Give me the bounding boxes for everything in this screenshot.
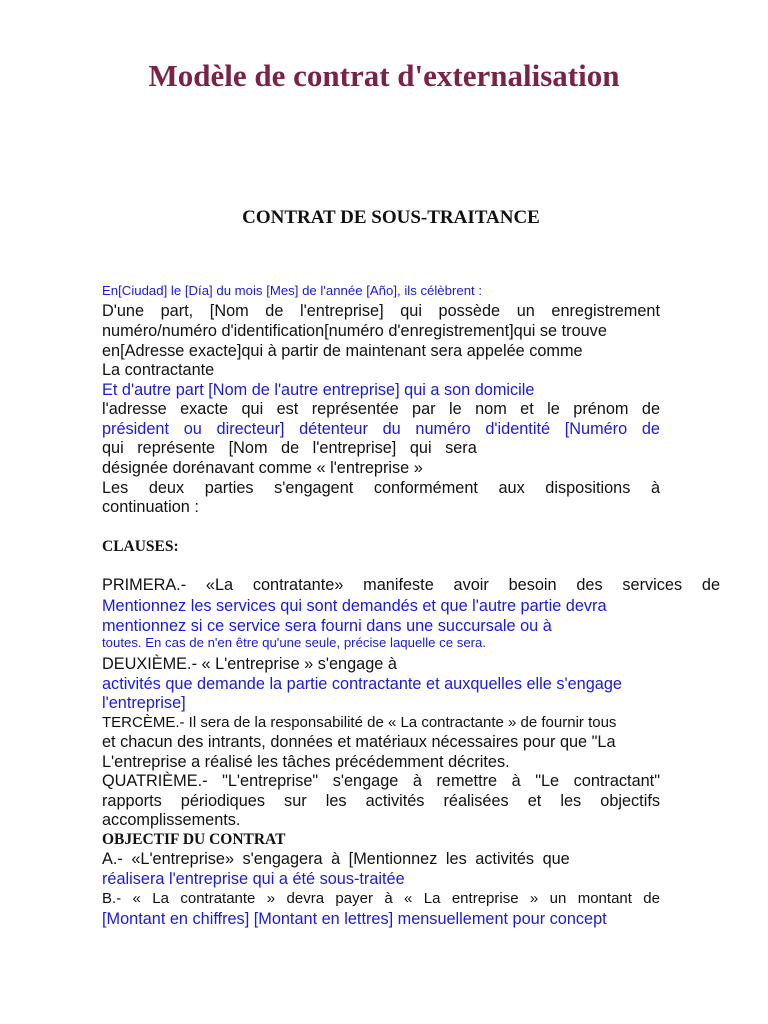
clause3-line-3: L'entreprise a réalisé les tâches précédemment décrites. (102, 753, 510, 771)
clause2-line-1: DEUXIÈME.- « L'entreprise » s'engage à (102, 655, 397, 673)
objective-line-4: [Montant en chiffres] [Montant en lettres] mensuellement pour concept (102, 910, 607, 928)
clause3-line-1: TERCÈME.- Il sera de la responsabilité de « La contractante » de fournir tous (102, 714, 617, 731)
objective-line-2: réalisera l'entreprise qui a été sous-traitée (102, 870, 405, 888)
party1-line-4: La contractante (102, 361, 215, 379)
clauses-heading: CLAUSES: (102, 538, 179, 555)
party2-line-5: Les deux parties s'engagent conformément aux dispositions à (102, 479, 660, 497)
contract-subtitle: CONTRAT DE SOUS-TRAITANCE (242, 207, 540, 228)
intro-line: En[Ciudad] le [Día] du mois [Mes] de l'année [Año], ils célèbrent : (102, 283, 483, 298)
objective-line-3: B.- « La contratante » devra payer à « La entreprise » un montant de (102, 890, 660, 907)
clause2-line-3: l'entreprise] (102, 694, 186, 712)
clause1-line-2: Mentionnez les services qui sont demandés et que l'autre partie devra (102, 597, 607, 615)
clause4-line-2: rapports périodiques sur les activités réalisées et les objectifs (102, 792, 660, 810)
clause4-line-3: accomplissements. (102, 811, 241, 829)
clause1-line-4: toutes. En cas de n'en être qu'une seule, précise laquelle ce sera. (102, 635, 487, 650)
clause2-line-2: activités que demande la partie contractante et auxquelles elle s'engage (102, 675, 622, 693)
clause4-line-1: QUATRIÈME.- "L'entreprise" s'engage à remettre à "Le contractant" (102, 772, 660, 790)
objective-line-1: A.- «L'entreprise» s'engagera à [Mentionnez les activités que (102, 850, 570, 868)
party2-line-3: qui représente [Nom de l'entreprise] qui sera (102, 439, 477, 457)
objective-heading: OBJECTIF DU CONTRAT (102, 831, 286, 848)
clause3-line-2: et chacun des intrants, données et matériaux nécessaires pour que "La (102, 733, 616, 751)
document-title: Modèle de contrat d'externalisation (148, 58, 620, 93)
party2-line-1: l'adresse exacte qui est représentée par le nom et le prénom de (102, 400, 660, 418)
party1-line-2: numéro/numéro d'identification[numéro d'enregistrement]qui se trouve (102, 322, 607, 340)
party2-line-blue: Et d'autre part [Nom de l'autre entreprise] qui a son domicile (102, 381, 535, 399)
party2-line-2: président ou directeur] détenteur du numéro d'identité [Numéro de (102, 420, 660, 438)
clause1-line-1: PRIMERA.- «La contratante» manifeste avoir besoin des services de (102, 576, 720, 594)
party1-line-3: en[Adresse exacte]qui à partir de maintenant sera appelée comme (102, 342, 583, 360)
party2-line-4: désignée dorénavant comme « l'entreprise » (102, 459, 423, 477)
party2-line-6: continuation : (102, 498, 199, 516)
clause1-line-3: mentionnez si ce service sera fourni dans une succursale ou à (102, 617, 552, 635)
party1-line-1: D'une part, [Nom de l'entreprise] qui possède un enregistrement (102, 302, 660, 320)
